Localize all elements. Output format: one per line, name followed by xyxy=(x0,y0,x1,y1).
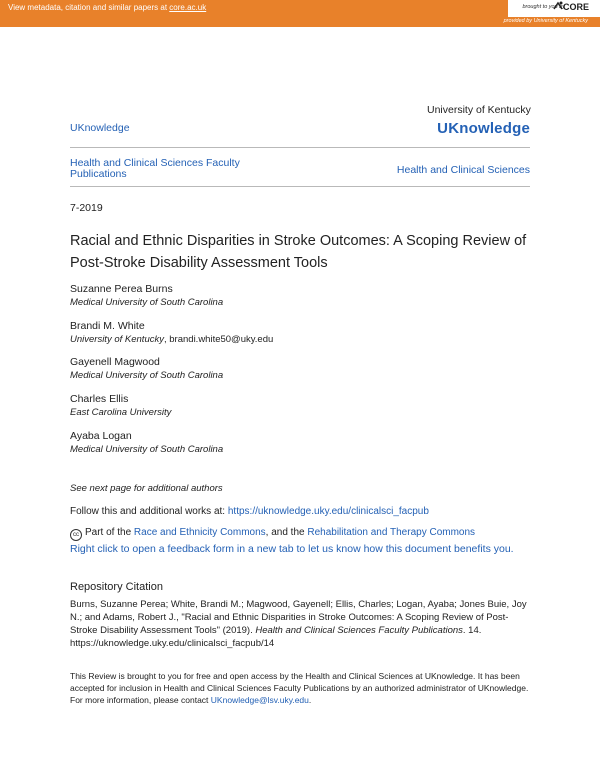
author-email: brandi.white50@uky.edu xyxy=(169,334,274,345)
commons-icon: cc xyxy=(70,529,82,541)
collection-link-faculty-publications[interactable]: Health and Clinical Sciences Faculty Publications xyxy=(70,157,240,180)
contact-email-link[interactable]: UKnowledge@lsv.uky.edu xyxy=(210,695,309,705)
see-next-page-note: See next page for additional authors xyxy=(70,483,223,494)
author-affiliation-text: University of Kentucky xyxy=(70,334,164,345)
uknowledge-logo-link[interactable]: UKnowledge xyxy=(437,120,530,137)
repository-citation-heading: Repository Citation xyxy=(70,581,163,593)
author-affiliation: Medical University of South Carolina xyxy=(70,370,224,381)
author-name: Brandi M. White xyxy=(70,320,145,332)
access-statement xyxy=(70,670,535,706)
citation-journal: Health and Clinical Sciences Faculty Publications xyxy=(255,625,463,636)
divider-top xyxy=(70,147,530,148)
collection-url-link[interactable]: https://uknowledge.uky.edu/clinicalsci_facpub xyxy=(227,506,429,517)
divider-bottom xyxy=(70,186,530,187)
metadata-text xyxy=(8,3,206,12)
provided-by-text: provided by University of Kentucky xyxy=(503,18,588,24)
access-statement-text: This Review is brought to you for free and open access by the Health and Clinical Sciences at UKnowledge. It has been accepted for inclusion in Health and Clinical Sciences Faculty Publications by an authorized administrator of UKnowledge. For more information, please contact xyxy=(70,671,529,705)
author-name: Gayenell Magwood xyxy=(70,356,160,368)
follow-line xyxy=(70,506,429,517)
and-the-text: , and the xyxy=(265,527,308,538)
core-badge[interactable] xyxy=(508,0,600,17)
citation-url: https://uknowledge.uky.edu/clinicalsci_facpub/14 xyxy=(70,638,275,649)
author-block xyxy=(70,320,273,345)
author-name: Suzanne Perea Burns xyxy=(70,283,173,295)
author-block xyxy=(70,356,223,381)
author-affiliation: Medical University of South Carolina xyxy=(70,444,224,455)
core-banner xyxy=(0,0,600,27)
access-statement-end: . xyxy=(308,695,312,705)
part-of-text: Part of the xyxy=(85,527,134,538)
author-name: Charles Ellis xyxy=(70,393,129,405)
follow-text: Follow this and additional works at: xyxy=(70,506,228,517)
core-logo-text: CORE xyxy=(562,2,589,12)
repository-citation-text xyxy=(70,598,530,650)
race-ethnicity-commons-link[interactable]: Race and Ethnicity Commons xyxy=(133,527,266,538)
rehabilitation-commons-link[interactable]: Rehabilitation and Therapy Commons xyxy=(307,527,476,538)
citation-main: Burns, Suzanne Perea; White, Brandi M.; Magwood, Gayenell; Ellis, Charles; Logan, Ayaba; Jones Buie, Joy N.; and Adams, Robert J., "Racial and Ethnic Disparities in Stroke Outcomes: A Scoping Review of Post-Stroke Disability Assessment Tools" (2019). xyxy=(70,599,527,636)
collection-link-health-clinical-sciences[interactable]: Health and Clinical Sciences xyxy=(396,164,530,176)
part-of-line xyxy=(70,527,475,541)
author-name: Ayaba Logan xyxy=(70,430,132,442)
author-affiliation: East Carolina University xyxy=(70,407,172,418)
metadata-prefix: View metadata, citation and similar papers at xyxy=(8,3,170,12)
brought-by-text: brought to you by xyxy=(522,4,565,10)
author-affiliation: Medical University of South Carolina xyxy=(70,297,224,308)
author-affiliation: University of Kentucky, brandi.white50@uky.edu xyxy=(70,334,274,345)
provided-by-strip xyxy=(0,17,600,27)
uknowledge-link-left[interactable]: UKnowledge xyxy=(70,122,130,134)
institution-name: University of Kentucky xyxy=(427,104,531,116)
author-block xyxy=(70,393,171,418)
core-link[interactable]: core.ac.uk xyxy=(169,3,207,12)
feedback-link[interactable]: Right click to open a feedback form in a new tab to let us know how this document benefits you. xyxy=(70,543,514,555)
author-block xyxy=(70,283,223,308)
publication-date: 7-2019 xyxy=(70,202,103,214)
author-block xyxy=(70,430,223,455)
citation-number: . 14. xyxy=(462,625,482,636)
paper-title: Racial and Ethnic Disparities in Stroke Outcomes: A Scoping Review of Post-Stroke Disability Assessment Tools xyxy=(70,233,527,271)
